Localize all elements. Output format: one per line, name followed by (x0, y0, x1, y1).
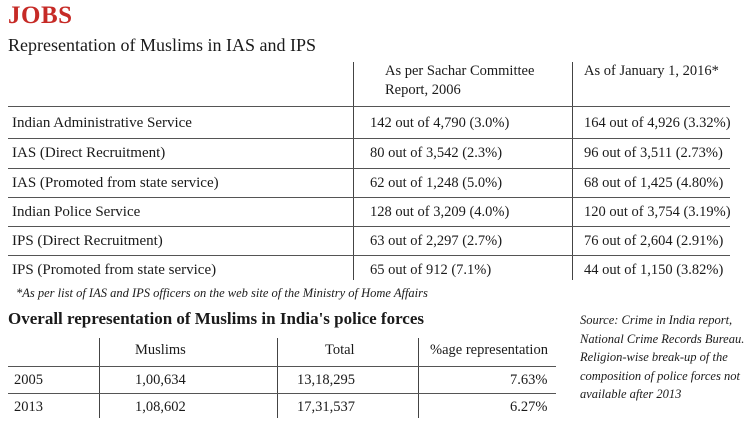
table1-row-label: IAS (Direct Recruitment) (12, 145, 166, 161)
table1-cell: 68 out of 1,425 (4.80%) (584, 175, 724, 191)
table1-col2-header: As of January 1, 2016* (584, 63, 719, 79)
table2-cell: 1,00,634 (135, 372, 186, 388)
table1-rule (8, 226, 730, 227)
table2-header-muslims: Muslims (135, 342, 186, 358)
table1-rule (8, 168, 730, 169)
table1-rule (8, 197, 730, 198)
table2-divider-1 (99, 338, 100, 418)
table2-cell: 13,18,295 (297, 372, 355, 388)
table2-divider-3 (418, 338, 419, 418)
table2-rule (8, 393, 556, 394)
table2-header-total: Total (325, 342, 355, 358)
table2-year: 2005 (14, 372, 43, 388)
table2-year: 2013 (14, 399, 43, 415)
table1-row-label: IAS (Promoted from state service) (12, 175, 219, 191)
table1-col1-header: As per Sachar Committee Report, 2006 (385, 63, 535, 98)
table1-cell: 120 out of 3,754 (3.19%) (584, 204, 731, 220)
table1-cell: 142 out of 4,790 (3.0%) (370, 115, 510, 131)
table1-row-label: Indian Police Service (12, 204, 141, 220)
table1-cell: 65 out of 912 (7.1%) (370, 262, 492, 278)
table2-cell: 17,31,537 (297, 399, 355, 415)
section-heading: JOBS (8, 2, 73, 29)
table1-cell: 96 out of 3,511 (2.73%) (584, 145, 723, 161)
table1-row-label: IPS (Promoted from state service) (12, 262, 217, 278)
table2-title: Overall representation of Muslims in India's police forces (8, 309, 425, 328)
table2-divider-2 (277, 338, 278, 418)
table1-footnote: *As per list of IAS and IPS officers on the web site of the Ministry of Home Affairs (16, 286, 428, 300)
table1-row-label: Indian Administrative Service (12, 115, 192, 131)
table1-cell: 80 out of 3,542 (2.3%) (370, 145, 503, 161)
table1-divider-1 (353, 62, 354, 280)
table1-row-label: IPS (Direct Recruitment) (12, 233, 163, 249)
table1-cell: 76 out of 2,604 (2.91%) (584, 233, 724, 249)
table1-cell: 128 out of 3,209 (4.0%) (370, 204, 510, 220)
table1-title: Representation of Muslims in IAS and IPS (8, 35, 316, 55)
table1-divider-2 (572, 62, 573, 280)
table2-cell: 1,08,602 (135, 399, 186, 415)
table2-cell: 6.27% (510, 399, 548, 415)
table2-cell: 7.63% (510, 372, 548, 388)
table1-rule (8, 138, 730, 139)
table1-cell: 62 out of 1,248 (5.0%) (370, 175, 503, 191)
table1-cell: 44 out of 1,150 (3.82%) (584, 262, 724, 278)
table1-cell: 63 out of 2,297 (2.7%) (370, 233, 503, 249)
table1-cell: 164 out of 4,926 (3.32%) (584, 115, 731, 131)
table2-rule (8, 366, 556, 367)
table1-rule (8, 255, 730, 256)
table1-rule (8, 106, 730, 107)
source-note: Source: Crime in India report, National Crime Records Bureau. Religion-wise break-up of the composition of police forces not available after 2013 (580, 313, 745, 401)
table2-header-percentage: %age representation (430, 342, 548, 358)
